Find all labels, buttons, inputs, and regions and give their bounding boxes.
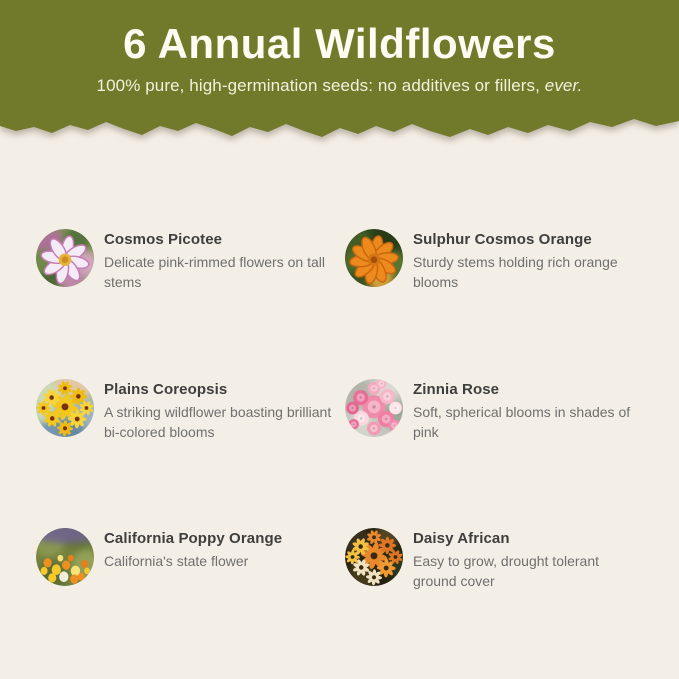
plains-coreopsis-flower-image <box>36 379 94 437</box>
banner-text-block <box>0 22 679 96</box>
flower-name: Plains Coreopsis <box>104 380 228 398</box>
flower-name: California Poppy Orange <box>104 530 283 548</box>
flower-name: Cosmos Picotee <box>104 231 223 248</box>
flower-description: Sturdy stems holding rich orange blooms <box>413 254 618 291</box>
flower-grid <box>36 229 646 592</box>
list-item-zinnia-rose <box>345 379 646 443</box>
subtitle-main-text: 100% pure, high-germination seeds: no additives or fillers, <box>96 76 545 96</box>
card-text <box>413 229 644 293</box>
flower-description: Soft, spherical blooms in shades of pink <box>413 403 631 440</box>
list-item-plains-coreopsis <box>36 379 345 443</box>
list-item-cosmos-picotee <box>36 229 345 293</box>
flower-name: Sulphur Cosmos Orange <box>413 231 592 248</box>
flower-description: Delicate pink-rimmed flowers on tall stems <box>104 254 325 291</box>
flower-name: Zinnia Rose <box>413 380 500 398</box>
list-item-sulphur-cosmos-orange <box>345 229 646 293</box>
card-text <box>413 528 644 592</box>
california-poppy-orange-flower-image <box>36 528 94 586</box>
card-text <box>104 528 335 571</box>
card-text <box>413 379 644 443</box>
subtitle-emphasis-text: ever. <box>544 76 583 96</box>
list-item-daisy-african <box>345 528 646 592</box>
flower-description: Easy to grow, drought tolerant ground cover <box>413 553 599 590</box>
header-banner <box>0 0 679 160</box>
zinnia-rose-photo <box>345 379 403 437</box>
card-text <box>104 229 335 293</box>
list-item-california-poppy-orange <box>36 528 345 592</box>
sulphur-cosmos-orange-flower-image <box>345 229 403 287</box>
page-title: 6 Annual Wildflowers <box>123 20 556 67</box>
flower-description: California's state flower <box>104 553 249 570</box>
sulphur-cosmos-orange-photo <box>345 229 403 287</box>
daisy-african-flower-image <box>345 528 403 586</box>
zinnia-rose-flower-image <box>345 379 403 437</box>
card-text <box>104 379 335 443</box>
flower-name: Daisy African <box>413 530 510 548</box>
plains-coreopsis-photo <box>36 379 94 437</box>
flower-description: A striking wildflower boasting brilliant bi-colored blooms <box>104 403 332 440</box>
california-poppy-orange-photo <box>36 528 94 586</box>
cosmos-picotee-photo <box>36 229 94 287</box>
page-subtitle <box>0 76 679 96</box>
cosmos-picotee-flower-image <box>36 229 94 287</box>
daisy-african-photo <box>345 528 403 586</box>
